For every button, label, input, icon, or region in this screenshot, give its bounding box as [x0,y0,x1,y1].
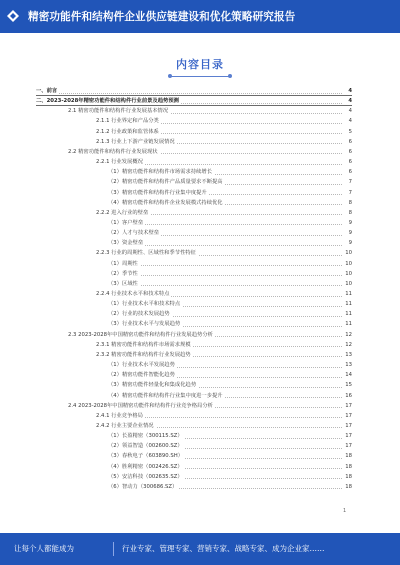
toc-page-number: 11 [342,319,352,329]
toc-entry[interactable] [0,279,400,289]
toc-page-number: 6 [342,147,352,157]
toc-entry[interactable] [0,421,400,431]
toc-entry[interactable] [0,482,400,492]
toc-entry-label: （3）区域性 [108,280,138,287]
toc-page-number: 17 [342,401,352,411]
toc-entry[interactable] [0,350,400,360]
toc-entry[interactable] [0,462,400,472]
toc-entry[interactable] [0,248,400,258]
toc-entry-label: （6）智动力（300686.SZ） [108,483,178,490]
toc-entry[interactable] [0,431,400,441]
toc-page-number: 4 [342,96,352,106]
toc-page-number: 12 [342,330,352,340]
toc-page-number: 8 [342,208,352,218]
toc-entry-label: （3）精密功能件轻量化和集成化趋势 [108,382,197,389]
toc-entry-label: 2.1.2 行业政策和监管体系 [96,128,159,135]
toc-page-number: 6 [342,167,352,177]
toc-page-number: 9 [342,238,352,248]
toc-entry[interactable] [0,472,400,482]
toc-entry-label: 2.2.2 进入行业的壁垒 [96,209,149,216]
toc-page-number: 5 [342,127,352,137]
toc-heading: 内容目录 [176,58,224,71]
toc-page-number: 17 [342,431,352,441]
toc-page-number: 9 [342,228,352,238]
toc-leader-dots [36,93,342,94]
toc-entry-label: （1）周期性 [108,260,138,267]
toc-entry-label: 2.4.2 行业主要企业情况 [96,422,154,429]
footer-slogan: 让每个人都能成为 [14,544,74,553]
toc-entry[interactable] [0,228,400,238]
toc-page-number: 17 [342,411,352,421]
toc-entry[interactable] [0,86,400,96]
toc-entry-label: 2.4.1 行业竞争格局 [96,412,143,419]
toc-entry-label: 2.1 精密功能件和结构件行业发展基本情况 [68,108,169,115]
toc-entry-label: （4）胜利精密（002426.SZ） [108,463,183,470]
toc-page-number: 17 [342,421,352,431]
toc-entry[interactable] [0,340,400,350]
toc-entry-label: （1）长盈精密（300115.SZ） [108,433,183,440]
toc-entry-label: 2.1.1 行业界定和产品分类 [96,118,159,125]
toc-page-number: 10 [342,248,352,258]
toc-entry-label: （1）客户壁垒 [108,219,144,226]
toc-entry-label: （2）领益智造（002600.SZ） [108,443,183,450]
toc-entry-label: （3）资金壁垒 [108,240,144,247]
toc-entry-label: 2.2.1 行业发展概况 [96,159,143,166]
toc-entry[interactable] [0,147,400,157]
toc-page-number: 10 [342,279,352,289]
toc-entry-label: （1）行业技术水平发展趋势 [108,362,175,369]
toc-entry[interactable] [0,106,400,116]
toc-entry[interactable] [0,157,400,167]
toc-entry-label: （2）精密功能件智能化趋势 [108,372,175,379]
toc-entry-label: （3）精密功能件和结构件行业集中度提升 [108,189,207,196]
toc-entry-label: （2）精密功能件和结构件产品质量要求不断提高 [108,179,223,186]
toc-entry[interactable] [0,380,400,390]
toc-leader-dots [108,265,342,266]
toc-entry-label: （2）人才与技术壁垒 [108,230,160,237]
toc-page-number: 4 [342,106,352,116]
toc-page-number: 13 [342,360,352,370]
toc-entry-label: （1）精密功能件和结构件市场需求持续增长 [108,169,213,176]
toc-page-number: 13 [342,350,352,360]
toc-page-number: 8 [342,198,352,208]
toc-entry[interactable] [0,188,400,198]
toc-page-number: 18 [342,462,352,472]
toc-page-number: 18 [342,451,352,461]
toc-entry-label: （4）精密功能件和结构件企业发展模式持续优化 [108,199,223,206]
toc-entry[interactable] [0,441,400,451]
toc-page-number: 4 [342,116,352,126]
toc-entry[interactable] [0,360,400,370]
toc-entry-underline [36,105,352,106]
toc-page-number: 18 [342,472,352,482]
toc-entry-label: 一、前言 [36,88,58,94]
toc-entry-label: （2）行业的技术发展趋势 [108,311,170,318]
toc-leader-dots [108,285,342,286]
toc-page-number: 17 [342,441,352,451]
toc-entry[interactable] [0,451,400,461]
toc-entry[interactable] [0,411,400,421]
toc-entry-label: 2.1.3 行业上下游产业链发展情况 [96,138,175,145]
toc-page-number: 4 [342,86,352,96]
toc-entry[interactable] [0,167,400,177]
toc-entry-label: 2.2.4 行业技术水平和技术特点 [96,291,170,297]
toc-entry[interactable] [0,127,400,137]
toc-entry[interactable] [0,391,400,401]
toc-entry[interactable] [0,116,400,126]
toc-entry-label: 2.2 精密功能件和结构件行业发展现状 [68,148,158,155]
toc-entry[interactable] [0,370,400,380]
toc-entry-label: （1）行业技术水平和技术特点 [108,301,181,308]
toc-page-number: 6 [342,137,352,147]
toc-page-number: 11 [342,309,352,319]
toc-entry[interactable] [0,269,400,279]
toc-page-number: 11 [342,289,352,299]
toc-page-number: 9 [342,218,352,228]
toc-entry-underline [36,95,352,96]
footer-divider [113,542,114,556]
footer-bar [0,533,400,565]
toc-entry[interactable] [0,177,400,187]
toc-entry-label: （3）春秋电子（603890.SH） [108,453,183,460]
footer-tagline: 行业专家、管理专家、营销专家、战略专家、成为企业家…… [122,544,325,553]
toc-leader-dots [108,275,342,276]
toc-entry[interactable] [0,218,400,228]
toc-entry[interactable] [0,289,400,299]
toc-entry[interactable] [0,198,400,208]
toc-page-number: 7 [342,177,352,187]
toc-entry-label: 2.2.3 行业的周期性、区域性和季节性特征 [96,250,196,257]
toc-entry-label: 2.3 2023-2028年中国精密功能件和结构件行业发展趋势分析 [68,331,213,338]
toc-page-number: 10 [342,259,352,269]
toc-entry[interactable] [0,238,400,248]
toc-entry-label: （3）行业技术水平与发展趋势 [108,321,181,328]
toc-page-number: 11 [342,299,352,309]
toc-entry[interactable] [0,259,400,269]
toc-entry-label: （5）安洁科技（002635.SZ） [108,473,183,480]
toc-page-number: 10 [342,269,352,279]
toc-entry-label: 二、2023-2028年精密功能件和结构件行业前景及趋势预测 [36,98,179,105]
toc-page-number: 18 [342,482,352,492]
toc-entry[interactable] [0,299,400,309]
toc-entry-label: 2.3.1 精密功能件和结构件市场需求规模 [96,341,191,348]
toc-entry[interactable] [0,96,400,106]
toc-entry[interactable] [0,137,400,147]
toc-page-number: 14 [342,370,352,380]
toc-page-number: 12 [342,340,352,350]
toc-page-number: 15 [342,380,352,390]
toc-page-number: 16 [342,391,352,401]
toc-entry[interactable] [0,309,400,319]
toc-entry-label: 2.4 2023-2028年中国精密功能件和结构件行业竞争格局分析 [68,402,213,409]
toc-entry[interactable] [0,319,400,329]
toc-page-number: 7 [342,188,352,198]
toc-page-number: 6 [342,157,352,167]
report-title: 精密功能件和结构件企业供应链建设和优化策略研究报告 [28,11,296,23]
toc-entry-label: （2）季节性 [108,270,138,277]
toc-entry-label: （4）精密功能件和结构件行业集中度进一步提升 [108,392,223,399]
page-number: 1 [343,508,347,514]
toc-entry[interactable] [0,330,400,340]
toc-entry[interactable] [0,401,400,411]
toc-entry-label: 2.3.2 精密功能件和结构件行业发展趋势 [96,351,191,358]
toc-entry[interactable] [0,208,400,218]
